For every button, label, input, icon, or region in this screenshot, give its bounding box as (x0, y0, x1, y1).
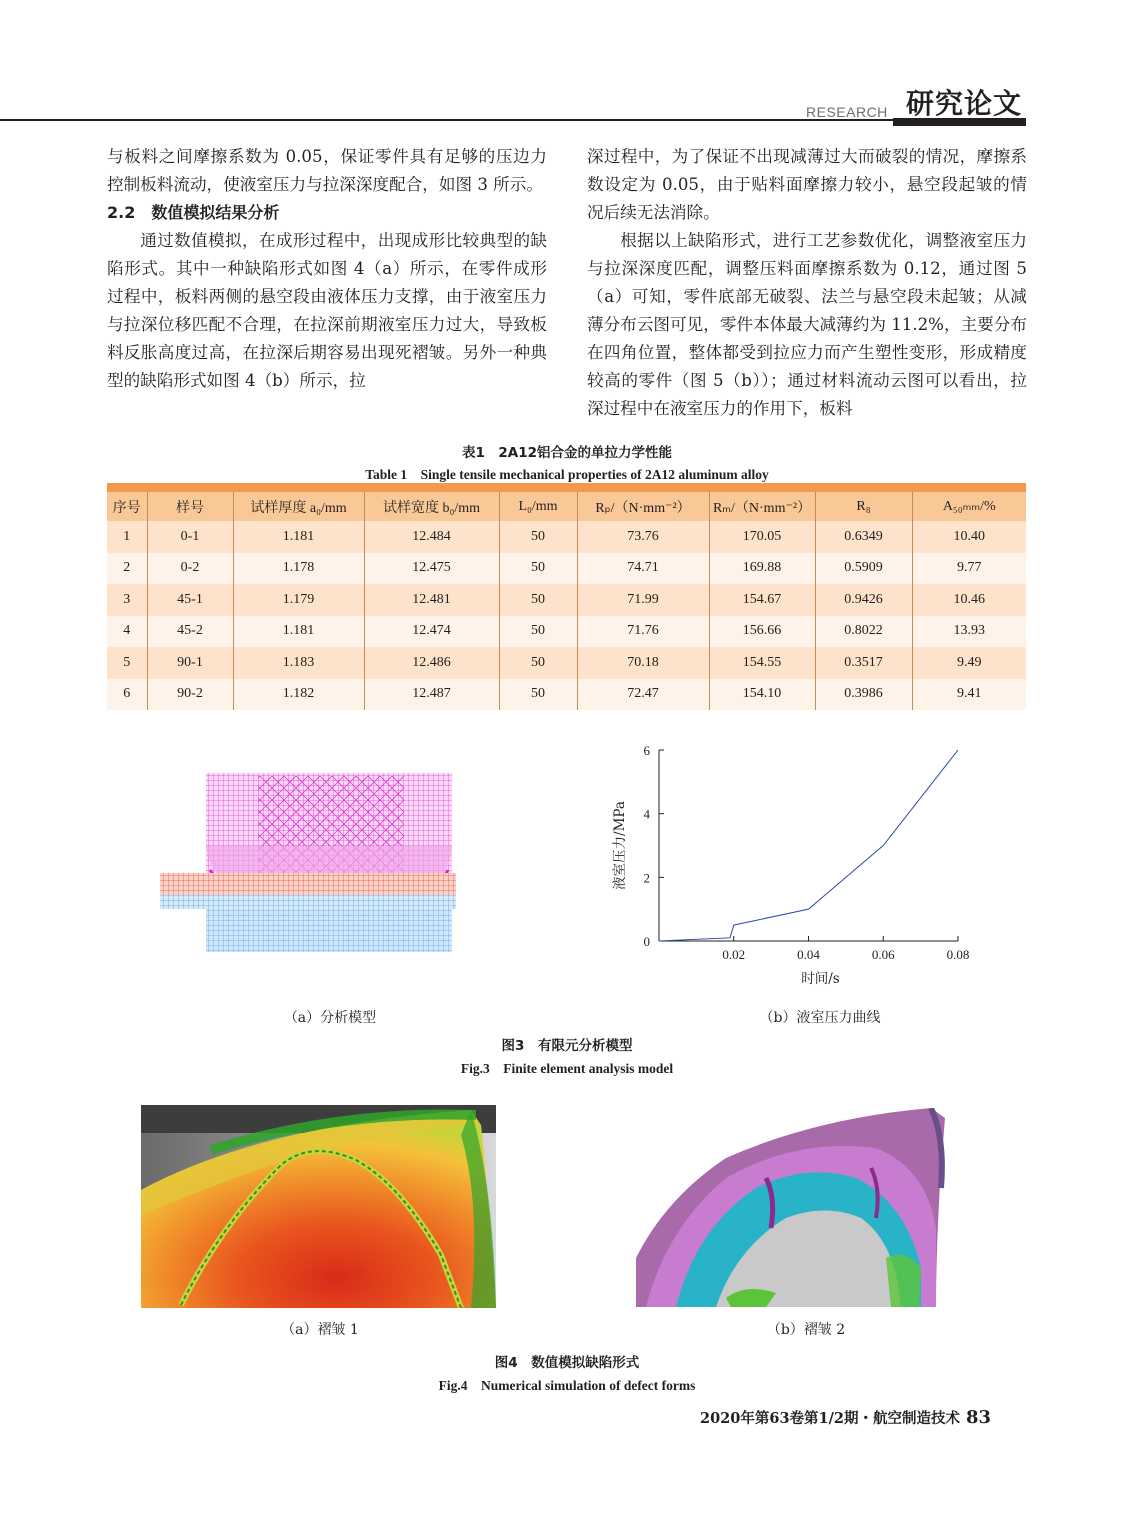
table-row (107, 616, 1026, 648)
table-cell: 1.179 (233, 584, 364, 616)
table-cell: 0.9426 (815, 584, 912, 616)
table-cell: 74.71 (577, 553, 709, 585)
table-cell: 12.486 (364, 647, 499, 679)
table-cell: 1 (107, 521, 147, 553)
table-cell: 0.3986 (815, 679, 912, 711)
table-cell: 0.8022 (815, 616, 912, 648)
table-cell: 3 (107, 584, 147, 616)
table-cell: 12.481 (364, 584, 499, 616)
table-cell: 50 (499, 679, 577, 711)
table-cell: 71.99 (577, 584, 709, 616)
y-axis-label: 液室压力/MPa (612, 801, 628, 890)
table-cell: 2 (107, 553, 147, 585)
table-header-cell: A₅₀ₘₘ/% (912, 492, 1026, 521)
table-caption-cn: 表1 2A12铝合金的单拉力学性能 (461, 445, 673, 461)
table-cell: 154.55 (709, 647, 815, 679)
table-cell: 50 (499, 647, 577, 679)
table-cell: 0.6349 (815, 521, 912, 553)
table-cell: 73.76 (577, 521, 709, 553)
table-header-cell: 试样厚度 a₀/mm (233, 492, 364, 521)
section-heading: 2.2 数值模拟结果分析 (107, 203, 280, 222)
table-row (107, 647, 1026, 679)
pressure-chart (600, 738, 1000, 988)
header-research-label: RESEARCH (806, 104, 888, 120)
x-tick-label: 0.02 (722, 947, 746, 962)
table-cell: 1.182 (233, 679, 364, 711)
pressure-series-line (659, 750, 958, 941)
table-cell: 1.183 (233, 647, 364, 679)
wrinkle-2-image (636, 1108, 945, 1307)
table-cell: 50 (499, 521, 577, 553)
left-paragraph-1: 与板料之间摩擦系数为 0.05，保证零件具有足够的压边力控制板料流动，使液室压力与拉深深度配合，如图 3 所示。 (107, 147, 547, 194)
table-header-cell: R₈ (815, 492, 912, 521)
table-cell: 1.181 (233, 521, 364, 553)
fig4-caption-cn: 图4 数值模拟缺陷形式 (494, 1355, 640, 1371)
table-cell: 154.67 (709, 584, 815, 616)
table-cell: 45-1 (147, 584, 233, 616)
footer-journal: 2020年第63卷第1/2期・航空制造技术 (700, 1410, 961, 1427)
x-tick-label: 0.04 (797, 947, 820, 962)
table-cell: 154.10 (709, 679, 815, 711)
fe-model-figure (158, 770, 458, 956)
table-cell: 9.41 (912, 679, 1026, 711)
right-paragraph-2: 根据以上缺陷形式，进行工艺参数优化，调整液室压力与拉深深度匹配，调整压料面摩擦系数为 0.12，通过图 5（a）可知，零件底部无破裂、法兰与悬空段未起皱；从减薄分布云图可见，零件本体最大减薄约为 11.2%，主要分布在四角位置，整体都受到拉应力而产生塑性变形，形成精度较高的零件（图 5（b））；通过材料流动云图可以看出，拉深过程中在液室压力的作用下，板料 (587, 231, 1027, 418)
table-cell: 9.77 (912, 553, 1026, 585)
table-header-cell: Rₘ/（N·mm⁻²） (709, 492, 815, 521)
table-cell: 156.66 (709, 616, 815, 648)
y-tick-label: 4 (643, 806, 650, 822)
table-cell: 50 (499, 616, 577, 648)
table-cell: 45-2 (147, 616, 233, 648)
table-cell: 90-1 (147, 647, 233, 679)
left-column (107, 143, 547, 395)
table-cell: 0.5909 (815, 553, 912, 585)
table-cell: 12.474 (364, 616, 499, 648)
table-cell: 0.3517 (815, 647, 912, 679)
table-cell: 71.76 (577, 616, 709, 648)
fig4a-subcaption: （a）褶皱 1 (281, 1322, 359, 1338)
right-column (587, 143, 1027, 423)
table-header-cell: L₀/mm (499, 492, 577, 521)
table-cell: 169.88 (709, 553, 815, 585)
fig3a-subcaption: （a）分析模型 (283, 1010, 377, 1026)
page-footer (700, 1407, 991, 1428)
table-row (107, 521, 1026, 553)
y-tick-label: 0 (643, 934, 650, 949)
table-1 (107, 492, 1026, 710)
table-top-bar (107, 483, 1026, 492)
fig3-caption-en: Fig.3 Finite element analysis model (460, 1061, 674, 1076)
table-row (107, 553, 1026, 585)
table-cell: 4 (107, 616, 147, 648)
table-header-cell: 样号 (147, 492, 233, 521)
fig4-caption-en: Fig.4 Numerical simulation of defect forms (438, 1378, 696, 1393)
table-cell: 50 (499, 553, 577, 585)
table-cell: 0-2 (147, 553, 233, 585)
table-cell: 72.47 (577, 679, 709, 711)
table-cell: 10.40 (912, 521, 1026, 553)
table-cell: 12.484 (364, 521, 499, 553)
x-tick-label: 0.06 (871, 947, 895, 962)
x-tick-label: 0.08 (946, 947, 970, 962)
table-header-cell: 序号 (107, 492, 147, 521)
table-cell: 9.49 (912, 647, 1026, 679)
table-cell: 10.46 (912, 584, 1026, 616)
y-tick-label: 6 (643, 743, 650, 758)
table-cell: 0-1 (147, 521, 233, 553)
table-cell: 12.487 (364, 679, 499, 711)
table-caption-en: Table 1 Single tensile mechanical properties of 2A12 aluminum alloy (365, 467, 769, 482)
table-cell: 5 (107, 647, 147, 679)
fig3-caption-cn: 图3 有限元分析模型 (501, 1038, 633, 1054)
y-tick-label: 2 (643, 870, 650, 886)
table-cell: 170.05 (709, 521, 815, 553)
table-row (107, 679, 1026, 711)
x-axis-label: 时间/s (801, 971, 840, 987)
table-cell: 1.181 (233, 616, 364, 648)
fig4b-subcaption: （b）褶皱 2 (766, 1322, 846, 1338)
table-cell: 13.93 (912, 616, 1026, 648)
table-cell: 90-2 (147, 679, 233, 711)
table-header-cell: 试样宽度 b₀/mm (364, 492, 499, 521)
table-cell: 12.475 (364, 553, 499, 585)
fig3b-subcaption: （b）液室压力曲线 (759, 1010, 881, 1026)
wrinkle-1-image (141, 1105, 496, 1308)
table-cell: 6 (107, 679, 147, 711)
table-cell: 70.18 (577, 647, 709, 679)
left-paragraph-2: 通过数值模拟，在成形过程中，出现成形比较典型的缺陷形式。其中一种缺陷形式如图 4（a）所示，在零件成形过程中，板料两侧的悬空段由液体压力支撑，由于液室压力与拉深位移匹配不合理，在拉深前期液室压力过大，导致板料反胀高度过高，在拉深后期容易出现死褶皱。另外一种典型的缺陷形式如图 4（b）所示，拉 (107, 231, 547, 390)
table-cell: 1.178 (233, 553, 364, 585)
table-header-cell: Rₚ/（N·mm⁻²） (577, 492, 709, 521)
table-header-row (107, 492, 1026, 521)
table-cell: 50 (499, 584, 577, 616)
table-row (107, 584, 1026, 616)
header-section-title: 研究论文 (906, 87, 1023, 120)
page-number: 83 (966, 1407, 992, 1428)
right-paragraph-1: 深过程中，为了保证不出现减薄过大而破裂的情况，摩擦系数设定为 0.05，由于贴料面摩擦力较小，悬空段起皱的情况后续无法消除。 (587, 147, 1027, 222)
